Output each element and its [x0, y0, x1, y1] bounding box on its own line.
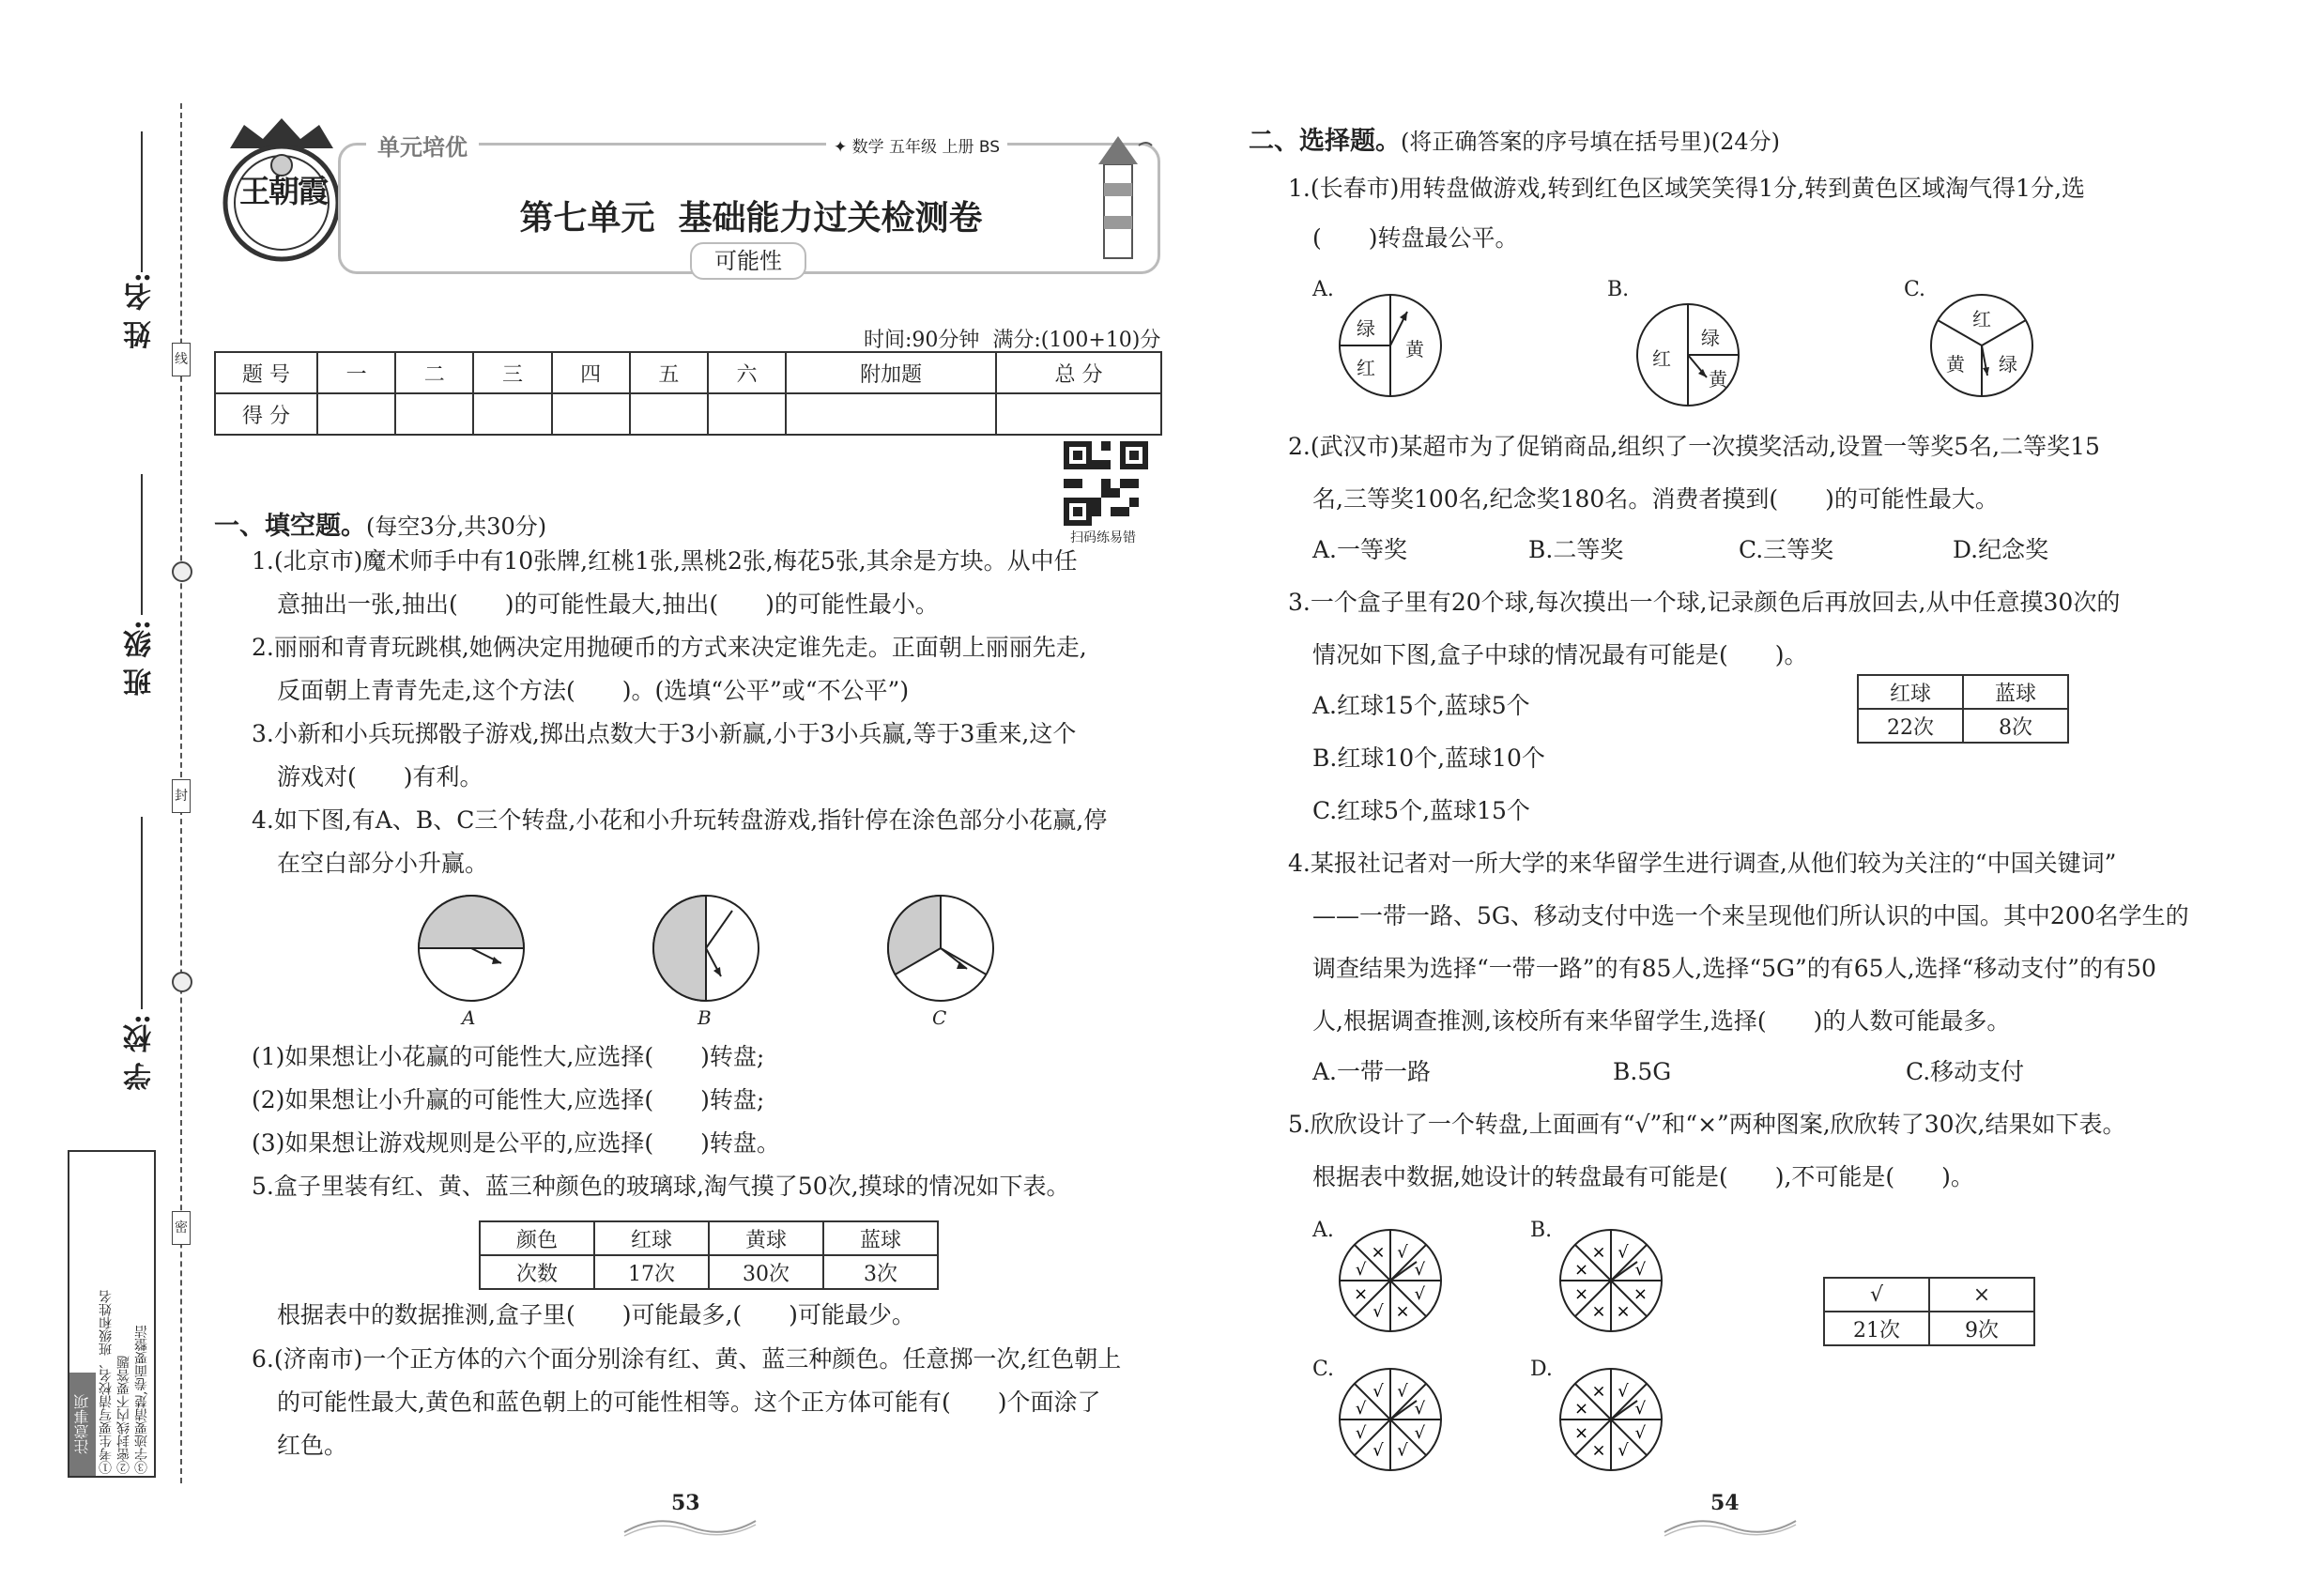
fill-q3-cont: 游戏对( )有利。 [277, 763, 483, 790]
check-mark: √ [1414, 1259, 1426, 1280]
score-input-cell[interactable] [552, 393, 630, 435]
table-header-cell: 颜色 [480, 1221, 594, 1255]
sector-label: 绿 [1357, 317, 1375, 340]
section1-heading: 一、填空题。(每空3分,共30分) [214, 512, 547, 541]
table-cell: 8次 [1963, 709, 2068, 743]
sector-label: 黄 [1709, 368, 1727, 391]
choice-q5-spinner-d [1558, 1367, 1664, 1472]
choice-q1-spinner-a [1338, 293, 1443, 398]
choice-q1-cont: ( )转盘最公平。 [1312, 224, 1519, 252]
sector-label: 黄 [1946, 353, 1965, 376]
notice-items [98, 1157, 151, 1474]
sector-label: 绿 [1999, 353, 2017, 376]
score-header-cell: 题 号 [215, 352, 317, 393]
table-header-cell: 蓝球 [823, 1221, 938, 1255]
choice-q5-opt-c: C. [1312, 1358, 1335, 1381]
check-mark: √ [1372, 1301, 1384, 1322]
fill-q4-sub1: (1)如果想让小花赢的可能性大,应选择( )转盘; [252, 1043, 765, 1070]
school-underline [141, 817, 143, 1009]
choice-q3-opt-c: C.红球5个,蓝球15个 [1312, 797, 1530, 824]
choice-q2-opt-d: D.纪念奖 [1953, 536, 2049, 563]
score-row-label: 得 分 [215, 393, 317, 435]
choice-q5-spinner-c [1338, 1367, 1443, 1472]
fill-q4-cont: 在空白部分小升赢。 [277, 850, 489, 877]
choice-q1: 1.(长春市)用转盘做游戏,转到红色区域笑笑得1分,转到黄色区域淘气得1分,选 [1288, 175, 2086, 202]
fill-q4-sub3: (3)如果想让游戏规则是公平的,应选择( )转盘。 [252, 1129, 780, 1157]
fill-q5-cont: 根据表中的数据推测,盒子里( )可能最多,( )可能最少。 [277, 1301, 915, 1328]
choice-q4-opt-a: A.一带一路 [1312, 1058, 1432, 1085]
choice-q5-cont: 根据表中数据,她设计的转盘最有可能是( ),不可能是( )。 [1312, 1163, 1974, 1190]
choice-q1-spinner-b [1635, 302, 1740, 407]
cross-mark: × [1616, 1301, 1631, 1322]
page-ornament-icon [620, 1513, 760, 1540]
table-header-cell: 蓝球 [1963, 675, 2068, 709]
table-cell: 17次 [594, 1255, 709, 1289]
time-info: 时间:90分钟 满分:(100+10)分 [864, 329, 1161, 352]
notice-item: ②密封线内不要答题 [116, 1356, 131, 1474]
choice-q1-opt-a: A. [1312, 278, 1334, 301]
table-cell: 3次 [823, 1255, 938, 1289]
check-mark: √ [1618, 1242, 1629, 1263]
score-input-cell[interactable] [630, 393, 708, 435]
binding-hole-icon [172, 561, 192, 582]
cross-mark: × [1574, 1284, 1589, 1305]
check-mark: √ [1372, 1440, 1384, 1461]
star-icon: ✦ [834, 138, 852, 157]
school-label: 学 校: [124, 1014, 157, 1091]
page-subtitle: 可能性 [690, 242, 806, 280]
score-table [214, 351, 1162, 436]
choice-q4-cont2: 调查结果为选择“一带一路”的有85人,选择“5G”的有65人,选择“移动支付”的有50 [1312, 955, 2156, 982]
choice-q4-cont: ——一带一路、5G、移动支付中选一个来呈现他们所认识的中国。其中200名学生的 [1312, 902, 2189, 929]
choice-q4: 4.某报社记者对一所大学的来华留学生进行调查,从他们较为关注的“中国关键词” [1288, 850, 2117, 877]
ball-draw-table [1857, 674, 2069, 744]
table-header-cell: √ [1824, 1278, 1929, 1312]
spinner-label-a: A [462, 1006, 476, 1029]
cross-mark: × [1591, 1301, 1606, 1322]
score-input-cell[interactable] [786, 393, 996, 435]
choice-q2-opt-c: C.三等奖 [1739, 536, 1834, 563]
check-mark: √ [1618, 1440, 1629, 1461]
fill-q1: 1.(北京市)魔术师手中有10张牌,红桃1张,黑桃2张,梅花5张,其余是方块。从中任 [252, 547, 1078, 575]
choice-q2-opt-b: B.二等奖 [1528, 536, 1624, 563]
spinner-a [419, 896, 524, 1001]
score-header-cell: 总 分 [996, 352, 1161, 393]
fill-q2: 2.丽丽和青青玩跳棋,她俩决定用抛硬币的方式来决定谁先走。正面朝上丽丽先走, [252, 634, 1087, 661]
sector-label: 红 [1357, 357, 1375, 379]
fill-q6-cont: 的可能性最大,黄色和蓝色朝上的可能性相等。这个正方体可能有( )个面涂了 [277, 1389, 1101, 1416]
check-mark: √ [1634, 1398, 1647, 1419]
cross-mark: × [1633, 1284, 1648, 1305]
choice-q5-opt-d: D. [1530, 1358, 1553, 1381]
cross-mark: × [1395, 1301, 1410, 1322]
notice-item: ③字迹要清楚,卷面要整洁 [134, 1325, 149, 1474]
notice-item: ①考生要写清校名、班级和姓名 [99, 1290, 114, 1474]
check-mark: √ [1397, 1242, 1408, 1263]
fill-q4: 4.如下图,有A、B、C三个转盘,小花和小升玩转盘游戏,指针停在涂色部分小花赢,停 [252, 806, 1108, 834]
class-label: 班 级: [124, 620, 157, 697]
choice-q5-spinner-b [1558, 1228, 1664, 1333]
score-header-cell: 四 [552, 352, 630, 393]
cross-mark: × [1574, 1423, 1589, 1444]
fill-q4-sub2: (2)如果想让小升赢的可能性大,应选择( )转盘; [252, 1086, 765, 1113]
sector-label: 红 [1652, 347, 1671, 370]
notice-box [68, 1150, 156, 1478]
cross-mark: × [1371, 1242, 1386, 1263]
fill-q6-cont2: 红色。 [277, 1432, 348, 1459]
brand-name: 王朝霞 [239, 173, 327, 209]
cross-mark: × [1591, 1440, 1606, 1461]
cross-mark: × [1574, 1259, 1589, 1280]
choice-q5-opt-a: A. [1312, 1219, 1334, 1242]
binding-hole-icon [172, 972, 192, 992]
check-mark: √ [1414, 1284, 1426, 1305]
spin-result-table [1823, 1277, 2035, 1346]
score-input-cell[interactable] [708, 393, 786, 435]
notice-title: 注意事项 [69, 1373, 96, 1476]
check-mark: √ [1397, 1440, 1408, 1461]
check-mark: √ [1397, 1381, 1408, 1402]
choice-q1-spinner-c [1929, 293, 2034, 398]
choice-q3-opt-a: A.红球15个,蓝球5个 [1312, 692, 1530, 719]
score-input-cell[interactable] [996, 393, 1161, 435]
check-mark: √ [1355, 1398, 1367, 1419]
check-mark: √ [1355, 1259, 1367, 1280]
page-title: 第七单元 基础能力过关检测卷 [519, 199, 983, 238]
page-number-left: 53 [671, 1491, 700, 1515]
class-underline [141, 474, 143, 615]
check-mark: √ [1634, 1259, 1647, 1280]
check-mark: √ [1372, 1381, 1384, 1402]
choice-q5-spinner-a [1338, 1228, 1443, 1333]
fill-q5: 5.盒子里装有红、黄、蓝三种颜色的玻璃球,淘气摸了50次,摸球的情况如下表。 [252, 1173, 1070, 1200]
choice-q3-cont: 情况如下图,盒子中球的情况最有可能是( )。 [1312, 641, 1808, 668]
score-header-cell: 二 [395, 352, 473, 393]
spinner-c [888, 896, 993, 1001]
cut-mark-line: 线 [172, 343, 191, 376]
choice-q1-opt-b: B. [1607, 278, 1630, 301]
table-header-cell: 红球 [594, 1221, 709, 1255]
fill-q3: 3.小新和小兵玩掷骰子游戏,掷出点数大于3小新赢,小于3小兵赢,等于3重来,这个 [252, 720, 1077, 747]
table-cell: 30次 [709, 1255, 823, 1289]
qr-caption: 扫码练易错 [1070, 530, 1136, 545]
fill-q2-cont: 反面朝上青青先走,这个方法( )。(选填“公平”或“不公平”) [277, 677, 910, 704]
choice-q4-cont3: 人,根据调查推测,该校所有来华留学生,选择( )的人数可能最多。 [1312, 1007, 2011, 1035]
check-mark: √ [1634, 1423, 1647, 1444]
choice-q2-opt-a: A.一等奖 [1312, 536, 1408, 563]
qr-code-icon[interactable] [1064, 441, 1148, 526]
fill-q1-cont: 意抽出一张,抽出( )的可能性最大,抽出( )的可能性最小。 [277, 591, 939, 618]
score-input-cell[interactable] [395, 393, 473, 435]
choice-q4-opt-b: B.5G [1613, 1058, 1672, 1085]
spinner-label-c: C [932, 1006, 947, 1029]
score-header-cell: 六 [708, 352, 786, 393]
sector-label: 绿 [1701, 327, 1720, 349]
check-mark: √ [1355, 1423, 1367, 1444]
cut-mark-secret: 密 [172, 1211, 191, 1245]
section2-heading: 二、选择题。(将正确答案的序号填在括号里)(24分) [1249, 127, 1780, 156]
cross-mark: × [1354, 1284, 1369, 1305]
spinner-b [653, 896, 759, 1001]
check-mark: √ [1414, 1423, 1426, 1444]
table-cell: 9次 [1929, 1312, 2034, 1345]
choice-q3: 3.一个盒子里有20个球,每次摸出一个球,记录颜色后再放回去,从中任意摸30次的 [1288, 589, 2121, 616]
table-cell: 次数 [480, 1255, 594, 1289]
spinner-figures-abc [413, 882, 1202, 1023]
ball-count-table [479, 1220, 939, 1290]
choice-q1-opt-c: C. [1904, 278, 1926, 301]
page-number-right: 54 [1710, 1491, 1740, 1515]
score-input-cell[interactable] [317, 393, 395, 435]
table-header-cell: 红球 [1858, 675, 1963, 709]
table-header-cell: 黄球 [709, 1221, 823, 1255]
cross-mark: × [1574, 1398, 1589, 1419]
score-header-cell: 附加题 [786, 352, 996, 393]
cross-mark: × [1591, 1381, 1606, 1402]
score-header-cell: 三 [473, 352, 551, 393]
score-header-cell: 五 [630, 352, 708, 393]
choice-q4-opt-c: C.移动支付 [1906, 1058, 2025, 1085]
cross-mark: × [1591, 1242, 1606, 1263]
check-mark: √ [1414, 1398, 1426, 1419]
name-underline [141, 131, 143, 272]
choice-q5-opt-b: B. [1530, 1219, 1553, 1242]
spinner-label-b: B [698, 1006, 712, 1029]
series-tag: 单元培优 [366, 127, 479, 163]
table-cell: 21次 [1824, 1312, 1929, 1345]
page-ornament-icon [1660, 1513, 1801, 1540]
header-meta: ✦ 数学 五年级 上册 BS [826, 133, 1007, 157]
sector-label: 红 [1972, 308, 1991, 330]
name-label: 姓 名: [124, 272, 157, 349]
score-header-cell: 一 [317, 352, 395, 393]
check-mark: √ [1618, 1381, 1629, 1402]
sector-label: 黄 [1405, 338, 1424, 361]
choice-q2: 2.(武汉市)某超市为了促销商品,组织了一次摸奖活动,设置一等奖5名,二等奖15 [1288, 433, 2100, 460]
choice-q3-opt-b: B.红球10个,蓝球10个 [1312, 744, 1545, 772]
choice-q2-cont: 名,三等奖100名,纪念奖180名。消费者摸到( )的可能性最大。 [1312, 485, 1999, 513]
lighthouse-icon [1078, 127, 1162, 263]
table-cell: 22次 [1858, 709, 1963, 743]
cut-mark-seal: 封 [172, 779, 191, 813]
table-header-cell: × [1929, 1278, 2034, 1312]
fill-q6: 6.(济南市)一个正方体的六个面分别涂有红、黄、蓝三种颜色。任意掷一次,红色朝上 [252, 1345, 1122, 1373]
score-input-cell[interactable] [473, 393, 551, 435]
choice-q5: 5.欣欣设计了一个转盘,上面画有“√”和“×”两种图案,欣欣转了30次,结果如下表。 [1288, 1111, 2126, 1138]
